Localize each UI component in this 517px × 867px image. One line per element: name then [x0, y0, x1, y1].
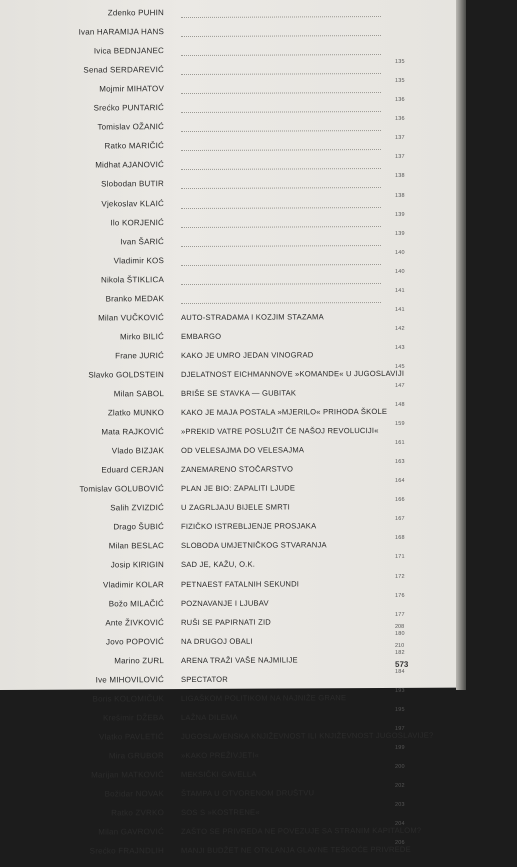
toc-page-number: 202 — [395, 782, 405, 789]
toc-author: Vlado BIZJAK — [111, 446, 164, 456]
toc-page-number: 135 — [395, 78, 405, 85]
toc-author: Mata RAJKOVIĆ — [101, 427, 164, 437]
toc-page-number: 135 — [395, 59, 405, 66]
toc-author: Mirko BILIĆ — [120, 331, 164, 342]
toc-author: Mojmir MIHATOV — [99, 84, 164, 94]
toc-page-number: 164 — [395, 478, 405, 485]
toc-author: Branko MEDAK — [105, 293, 164, 304]
toc-author: Milan VUČKOVIĆ — [98, 312, 164, 323]
toc-page-number: 171 — [395, 554, 405, 561]
toc-author: Josip KIRIGIN — [110, 560, 164, 570]
toc-author: Vladimir KOS — [113, 255, 164, 266]
toc-author: Srećko PUNTARIĆ — [93, 103, 164, 113]
toc-page-number: 167 — [395, 516, 405, 523]
toc-author: Marijan MATKOVIĆ — [91, 770, 164, 780]
toc-title: DJELATNOST EICHMANNOVE »KOMANDE« U JUGOSLAVIJI — [181, 368, 405, 379]
toc-title: SOS S »KOSTRENE« — [181, 807, 260, 818]
toc-title: PETNAEST FATALNIH SEKUNDI — [181, 578, 300, 589]
toc-page-number: 138 — [395, 173, 405, 180]
toc-title: EMBARGO — [181, 331, 222, 341]
toc-page-number: 210 — [395, 642, 405, 649]
toc-page-number: 203 — [395, 801, 405, 809]
toc-author: Frane JURIĆ — [115, 351, 164, 361]
toc-title: »PREKID VATRE POSLUŽIT ĆE NAŠOJ REVOLUCIJI« — [181, 426, 379, 437]
toc-page-number: 193 — [395, 687, 405, 694]
toc-title: OD VELESAJMA DO VELESAJMA — [181, 445, 305, 456]
toc-page-number: 137 — [395, 154, 405, 161]
toc-author: Božidar NOVAK — [104, 789, 164, 799]
toc-page-number: 199 — [395, 744, 405, 751]
toc-leader-dots — [181, 109, 381, 113]
toc-page-number: 182 — [395, 649, 405, 656]
toc-author: Milan GAVROVIĆ — [98, 827, 164, 837]
toc-page-number: 159 — [395, 420, 405, 428]
toc-author: Ivica BEDNJANEC — [93, 46, 164, 56]
toc-title: LIGAŠKOM POLITIKOM NA NAJNIŽE GRANE — [181, 692, 347, 703]
toc-page-number: 573 — [395, 659, 409, 669]
toc-title: SAD JE, KAŽU, O.K. — [181, 560, 256, 570]
toc-author: Boris KOLOMIČUK — [92, 693, 164, 704]
toc-page-number: 176 — [395, 592, 405, 599]
toc-page-number: 172 — [395, 573, 405, 580]
toc-leader-dots — [181, 185, 381, 189]
toc-page-number: 136 — [395, 116, 405, 123]
toc-author: Zlatko MUNKO — [107, 408, 164, 418]
toc-page-number: 197 — [395, 725, 405, 732]
toc-page-number: 143 — [395, 344, 405, 351]
toc-author: Milan SABOL — [113, 389, 164, 399]
toc-author: Ive MIHOVILOVIĆ — [95, 674, 164, 685]
toc-title: SPECTATOR — [181, 674, 228, 684]
toc-author: Ratko ZVRKO — [111, 808, 164, 818]
toc-page-number: 140 — [395, 268, 405, 275]
toc-author: Božo MILAČIĆ — [108, 598, 164, 608]
toc-title: RUŠI SE PAPIRNATI ZID — [181, 617, 271, 627]
toc-leader-dots — [181, 147, 381, 151]
toc-title: ZANEMARENO STOČARSTVO — [181, 464, 294, 475]
toc-title: POZNAVANJE I LJUBAV — [181, 598, 269, 608]
toc-title: SLOBODA UMJETNIČKOG STVARANJA — [181, 540, 327, 551]
toc-leader-dots — [181, 300, 381, 304]
toc-title: KAKO JE UMRO JEDAN VINOGRAD — [181, 350, 314, 360]
toc-title: NA DRUGOJ OBALI — [181, 636, 253, 646]
toc-author: Ante ŽIVKOVIĆ — [105, 617, 164, 628]
toc-page-number: 168 — [395, 535, 405, 542]
toc-leader-dots — [181, 281, 381, 285]
toc-page-number: 166 — [395, 497, 405, 504]
toc-page-number: 195 — [395, 706, 405, 713]
toc-title: MANJI BUDŽET NE OTKLANJA GLAVNE TEŠKOĆE PRIVREDE — [181, 845, 411, 856]
toc-title: JUGOSLAVENSKA KNJIŽEVNOST ILI KNJIŽEVNOST JUGOSLAVIJE? — [181, 730, 434, 741]
toc-author: Jovo POPOVIĆ — [106, 636, 164, 647]
toc-page-number: 147 — [395, 382, 405, 389]
toc-author: Senad SERDAREVIĆ — [83, 65, 164, 75]
toc-title: PLAN JE BIO: ZAPALITI LJUDE — [181, 483, 296, 494]
toc-title: KAKO JE MAJA POSTALA »MJERILO« PRIHODA ŠKOLE — [181, 407, 388, 418]
toc-author: Midhat AJANOVIĆ — [95, 160, 164, 170]
toc-author: Mira GRUBOR — [108, 751, 164, 761]
toc-page-number: 138 — [395, 192, 405, 199]
toc-title: »KAKO PREŽIVJETI« — [181, 750, 260, 760]
toc-title: MEKSIČKI GAVELLA — [181, 769, 257, 780]
toc-author: Ivan ŠARIĆ — [120, 236, 164, 246]
toc-leader-dots — [181, 14, 381, 18]
toc-leader-dots — [181, 71, 381, 75]
toc-page-number: 145 — [395, 363, 405, 370]
toc-author: Zdenko PUHIN — [107, 8, 164, 18]
toc-title: U ZAGRLJAJU BIJELE SMRTI — [181, 502, 290, 513]
toc-entry — [0, 840, 458, 867]
toc-author: Srećko FRAJNDLIH — [89, 846, 164, 856]
toc-title: ZAŠTO SE PRIVREDA NE POVEZUJE SA STRANIM KAPITALOM? — [181, 825, 422, 837]
toc-leader-dots — [181, 128, 381, 132]
toc-page-number: 136 — [395, 97, 405, 104]
toc-title: AUTO-STRADAMA I KOZJIM STAZAMA — [181, 312, 324, 322]
toc-leader-dots — [181, 90, 381, 94]
toc-author: Ratko MARIČIĆ — [104, 141, 164, 151]
toc-page-number: 200 — [395, 763, 405, 770]
toc-leader-dots — [181, 224, 381, 228]
toc-leader-dots — [181, 166, 381, 170]
toc-author: Eduard CERJAN — [101, 465, 164, 475]
toc-page-number: 141 — [395, 306, 405, 313]
toc-title: ŠTAMPA U OTVORENOM DRUŠTVU — [181, 788, 315, 799]
toc-author: Tomislav GOLUBOVIĆ — [79, 484, 164, 494]
toc-author: Vladimir KOLAR — [102, 579, 164, 589]
toc-page-number: 139 — [395, 211, 405, 218]
toc-leader-dots — [181, 262, 381, 266]
toc-author: Tomislav OŽANIĆ — [97, 122, 164, 132]
toc-page-number: 208 — [395, 623, 405, 630]
toc-page-number: 206 — [395, 840, 405, 847]
toc-page-number: 184 — [395, 668, 405, 675]
toc-title: LAŽNA DILEMA — [181, 712, 238, 722]
toc-page-number: 180 — [395, 630, 405, 637]
toc-leader-dots — [181, 205, 381, 209]
toc-author: Milan BESLAC — [108, 541, 164, 551]
toc-page-number: 148 — [395, 401, 405, 408]
toc-author: Marino ZURL — [114, 655, 164, 666]
toc-title: ARENA TRAŽI VAŠE NAJMILIJE — [181, 655, 298, 665]
toc-author: Krešimir DŽEBA — [102, 712, 164, 723]
toc-page-number: 139 — [395, 230, 405, 237]
toc-page-number: 163 — [395, 459, 405, 466]
toc-author: Vlatko PAVLETIĆ — [99, 732, 164, 742]
toc-leader-dots — [181, 243, 381, 247]
toc-leader-dots — [181, 33, 381, 37]
toc-author: Salih ZVIZDIĆ — [110, 503, 164, 513]
page-edge-shadow — [456, 0, 466, 690]
toc-leader-dots — [181, 52, 381, 56]
toc-author: Nikola ŠTIKLICA — [100, 274, 164, 285]
toc-page-number: 137 — [395, 135, 405, 142]
toc-page-number: 177 — [395, 611, 405, 618]
toc-page-number: 140 — [395, 249, 405, 256]
toc-author: Slavko GOLDSTEIN — [88, 370, 164, 380]
toc-title: BRIŠE SE STAVKA — GUBITAK — [181, 388, 297, 399]
toc-author: Drago ŠUBIĆ — [113, 522, 164, 532]
toc-page-number: 141 — [395, 287, 405, 294]
toc-page-number: 142 — [395, 325, 405, 332]
toc-page-number: 204 — [395, 821, 405, 828]
toc-author: Ivan HARAMIJA HANS — [78, 27, 164, 37]
toc-author: Vjekoslav KLAIĆ — [101, 198, 164, 208]
toc-page-number: 161 — [395, 440, 405, 447]
toc-author: Ilo KORJENIĆ — [110, 217, 164, 227]
toc-author: Slobodan BUTIR — [101, 179, 164, 189]
toc-title: FIZIČKO ISTREBLJENJE PROSJAKA — [181, 521, 317, 532]
